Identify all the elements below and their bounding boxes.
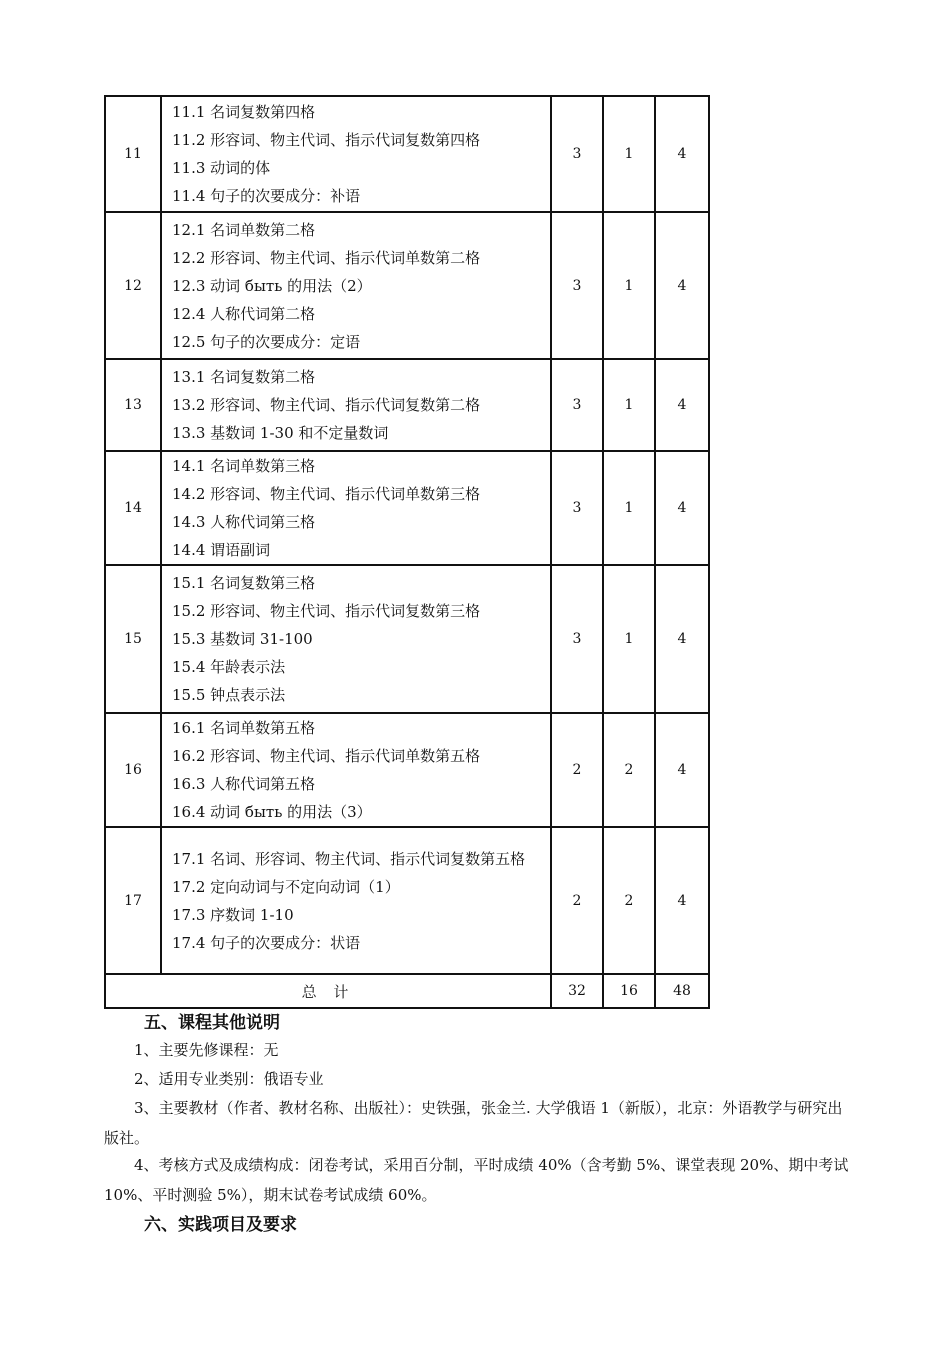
lecture-hours: 3 — [551, 565, 603, 713]
topic-item: 17.2 定向动词与不定向动词（1） — [172, 877, 400, 896]
topics-cell — [161, 96, 551, 212]
topic-item: 14.2 形容词、物主代词、指示代词单数第三格 — [172, 485, 481, 503]
topic-item: 12.2 形容词、物主代词、指示代词单数第二格 — [172, 248, 481, 267]
table-row — [105, 565, 709, 713]
topic-item: 15.4 年龄表示法 — [172, 658, 286, 676]
topic-item: 15.2 形容词、物主代词、指示代词复数第三格 — [172, 602, 481, 620]
topic-item: 17.3 序数词 1-10 — [172, 905, 294, 924]
table-row — [105, 451, 709, 565]
practice-hours: 1 — [603, 451, 655, 565]
topic-item: 11.3 动词的体 — [172, 159, 271, 177]
course-schedule-table — [104, 95, 710, 1009]
practice-hours: 2 — [603, 713, 655, 827]
topic-item: 13.2 形容词、物主代词、指示代词复数第二格 — [172, 396, 481, 414]
topic-item: 16.4 动词 быть 的用法（3） — [172, 803, 372, 821]
week-number: 17 — [105, 827, 161, 974]
topic-item: 11.2 形容词、物主代词、指示代词复数第四格 — [172, 131, 481, 149]
topic-item: 11.1 名词复数第四格 — [172, 103, 316, 121]
totals-total: 48 — [655, 974, 709, 1008]
lecture-hours: 3 — [551, 212, 603, 359]
practice-hours: 1 — [603, 565, 655, 713]
topic-item: 14.4 谓语副词 — [172, 541, 271, 559]
total-hours: 4 — [655, 451, 709, 565]
topic-item: 17.1 名词、形容词、物主代词、指示代词复数第五格 — [172, 849, 526, 868]
total-hours: 4 — [655, 713, 709, 827]
week-number: 13 — [105, 359, 161, 451]
schedule-body — [105, 96, 709, 974]
topics-cell — [161, 713, 551, 827]
table-row — [105, 359, 709, 451]
topic-item: 15.3 基数词 31-100 — [172, 630, 313, 648]
topic-item: 17.4 句子的次要成分：状语 — [172, 933, 361, 952]
week-number: 12 — [105, 212, 161, 359]
topic-item: 13.1 名词复数第二格 — [172, 368, 316, 386]
topics-cell — [161, 451, 551, 565]
table-row — [105, 827, 709, 974]
lecture-hours: 2 — [551, 827, 603, 974]
topic-item: 14.1 名词单数第三格 — [172, 457, 316, 475]
topic-item: 16.1 名词单数第五格 — [172, 719, 316, 737]
total-hours: 4 — [655, 359, 709, 451]
totals-row — [105, 974, 709, 1008]
topic-item: 14.3 人称代词第三格 — [172, 513, 316, 531]
topic-item: 15.5 钟点表示法 — [172, 686, 286, 704]
totals-lecture: 32 — [551, 974, 603, 1008]
section5-textbook: 3、主要教材（作者、教材名称、出版社）：史铁强，张金兰. 大学俄语 1（新版），北京：外语教学与研究出版社。 — [104, 1099, 843, 1147]
topic-item: 12.1 名词单数第二格 — [172, 220, 316, 239]
topic-item: 11.4 句子的次要成分：补语 — [172, 187, 361, 205]
practice-hours: 1 — [603, 359, 655, 451]
topic-item: 16.2 形容词、物主代词、指示代词单数第五格 — [172, 747, 481, 765]
topics-cell — [161, 212, 551, 359]
week-number: 14 — [105, 451, 161, 565]
topic-item: 12.3 动词 быть 的用法（2） — [172, 276, 372, 295]
table-row — [105, 212, 709, 359]
section5-majors: 2、适用专业类别：俄语专业 — [134, 1070, 324, 1088]
total-hours: 4 — [655, 212, 709, 359]
topic-item: 15.1 名词复数第三格 — [172, 574, 316, 592]
week-number: 11 — [105, 96, 161, 212]
lecture-hours: 3 — [551, 96, 603, 212]
topics-cell — [161, 827, 551, 974]
topics-cell — [161, 565, 551, 713]
total-hours: 4 — [655, 827, 709, 974]
week-number: 15 — [105, 565, 161, 713]
lecture-hours: 2 — [551, 713, 603, 827]
section5-prerequisite: 1、主要先修课程：无 — [134, 1041, 279, 1059]
topic-item: 16.3 人称代词第五格 — [172, 775, 316, 793]
table-row — [105, 713, 709, 827]
section5-title: 五、课程其他说明 — [144, 1013, 280, 1033]
practice-hours: 2 — [603, 827, 655, 974]
total-hours: 4 — [655, 565, 709, 713]
totals-practice: 16 — [603, 974, 655, 1008]
section6-title: 六、实践项目及要求 — [144, 1215, 297, 1235]
practice-hours: 1 — [603, 96, 655, 212]
topics-cell — [161, 359, 551, 451]
practice-hours: 1 — [603, 212, 655, 359]
topic-item: 13.3 基数词 1-30 和不定量数词 — [172, 424, 389, 442]
topic-item: 12.4 人称代词第二格 — [172, 304, 316, 323]
week-number: 16 — [105, 713, 161, 827]
table-row — [105, 96, 709, 212]
topic-item: 12.5 句子的次要成分：定语 — [172, 332, 361, 351]
lecture-hours: 3 — [551, 359, 603, 451]
total-hours: 4 — [655, 96, 709, 212]
totals-label: 总 计 — [105, 974, 551, 1008]
lecture-hours: 3 — [551, 451, 603, 565]
section5-assessment: 4、考核方式及成绩构成：闭卷考试，采用百分制，平时成绩 40%（含考勤 5%、课堂表现 20%、期中考试 10%、平时测验 5%），期末试卷考试成绩 60%。 — [104, 1156, 849, 1204]
